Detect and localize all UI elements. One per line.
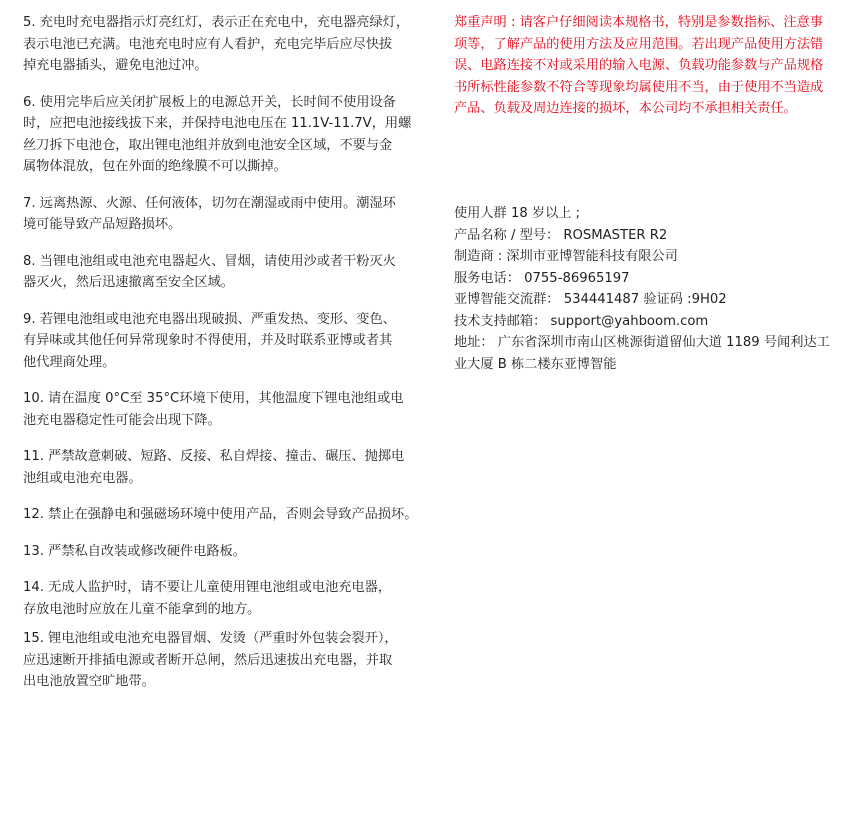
disclaimer-block <box>454 12 840 120</box>
company-address: 地址： 广东省深圳市南山区桃源街道留仙大道 1189 号闻利达工 业大厦 B 栋二楼东亚博智能 <box>454 335 830 372</box>
precaution-item-11: 11. 严禁故意刺破、短路、反接、私自焊接、撞击、碾压、抛掷电 池组或电池充电器。 <box>23 449 405 486</box>
community-group: 亚博智能交流群： 534441487 验证码 :9H02 <box>454 292 727 307</box>
precautions-list <box>23 12 423 693</box>
precaution-item-10: 10. 请在温度 0°C至 35°C环境下使用，其他温度下锂电池组或电 池充电器稳定性可能会出现下降。 <box>23 391 404 428</box>
product-model: 产品名称 / 型号： ROSMASTER R2 <box>454 227 668 243</box>
age-requirement: 使用人群 18 岁以上 ; <box>454 206 581 221</box>
precaution-item-5: 5. 充电时充电器指示灯亮红灯，表示正在充电中，充电器亮绿灯， 表示电池已充满。电池充电时应有人看护，充电完毕后应尽快拔 掉充电器插头，避免电池过冲。 <box>23 15 410 73</box>
support-email: 技术支持邮箱： support@yahboom.com <box>454 313 709 329</box>
precaution-item-6: 6. 使用完毕后应关闭扩展板上的电源总开关，长时间不使用设备 时，应把电池接线拔下来，并保持电池电压在 11.1V-11.7V，用螺 丝刀拆下电池仓，取出锂电池组并放到电池安全区域，不要与金 属物体混放，包在外面的绝缘膜不可以撕掉。 <box>23 94 412 174</box>
precaution-item-9: 9. 若锂电池组或电池充电器出现破损、严重发热、变形、变色、 有异味或其他任何异常现象时不得使用，并及时联系亚博或者其 他代理商处理。 <box>23 311 396 370</box>
precaution-item-7: 7. 远离热源、火源、任何液体，切勿在潮湿或雨中使用。潮湿环 境可能导致产品短路损坏。 <box>23 195 396 232</box>
service-phone: 服务电话： 0755-86965197 <box>454 270 630 286</box>
precaution-item-12: 12. 禁止在强静电和强磁场环境中使用产品，否则会导致产品损坏。 <box>23 507 418 522</box>
product-info-block <box>454 203 844 375</box>
disclaimer-notice: 郑重声明 : 请客户仔细阅读本规格书，特别是参数指标、注意事 项等，了解产品的使用方法及应用范围。若出现产品使用方法错 误、电路连接不对或采用的输入电源、负载功能参数与产品规格 书所标性能参数不符合等现象均属使用不当，由于使用不当造成 产品、负载及周边连接的损坏，本公司均不承担相关责任。 <box>454 15 824 116</box>
precaution-item-15: 15. 锂电池组或电池充电器冒烟、发烫（严重时外包装会裂开）， 应迅速断开排插电源或者断开总闸，然后迅速拔出充电器，并取 出电池放置空旷地带。 <box>23 631 398 689</box>
precaution-item-13: 13. 严禁私自改装或修改硬件电路板。 <box>23 543 246 559</box>
manufacturer: 制造商 : 深圳市亚博智能科技有限公司 <box>454 249 678 264</box>
precaution-item-14: 14. 无成人监护时，请不要让儿童使用锂电池组或电池充电器， 存放电池时应放在儿童不能拿到的地方。 <box>23 580 392 617</box>
precaution-item-8: 8. 当锂电池组或电池充电器起火、冒烟，请使用沙或者干粉灭火 器灭火，然后迅速撤离至安全区域。 <box>23 253 396 290</box>
